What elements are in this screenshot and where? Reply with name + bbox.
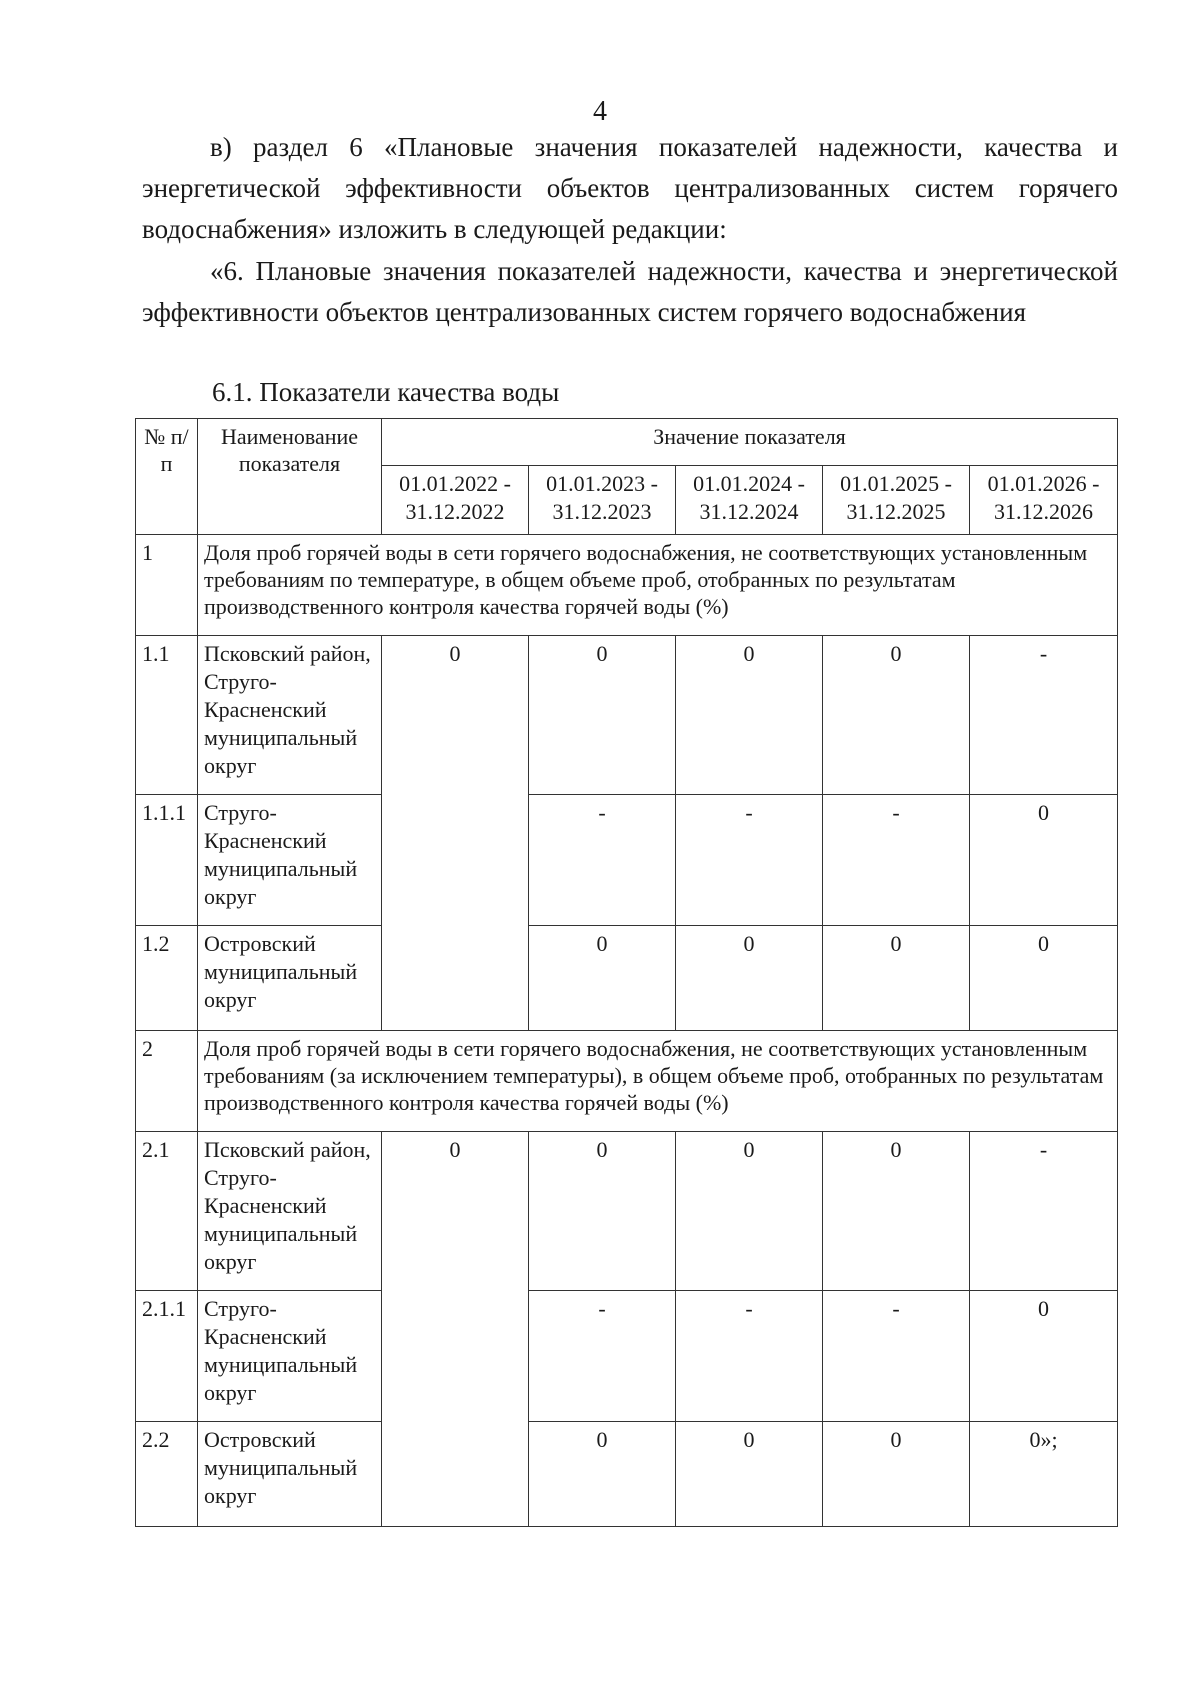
row-name: Островский муниципальный округ bbox=[198, 1422, 382, 1527]
cell-value: 0 bbox=[970, 795, 1118, 926]
section-number: 2 bbox=[136, 1031, 198, 1132]
cell-value: - bbox=[970, 1132, 1118, 1291]
row-name: Псковский район, Струго-Красненский муниципальный округ bbox=[198, 636, 382, 795]
table-row bbox=[136, 795, 1118, 926]
header-period: 01.01.2026 - 31.12.2026 bbox=[970, 466, 1118, 535]
section-number: 1 bbox=[136, 535, 198, 636]
section-description: Доля проб горячей воды в сети горячего водоснабжения, не соответствующих установленным требованиям по температуре, в общем объеме проб, отобранных по результатам производственного контроля качества горячей воды (%) bbox=[198, 535, 1118, 636]
cell-value: 0 bbox=[676, 1422, 823, 1527]
row-number: 2.2 bbox=[136, 1422, 198, 1527]
header-period: 01.01.2022 - 31.12.2022 bbox=[382, 466, 529, 535]
intro-paragraph-1 bbox=[142, 127, 1118, 250]
cell-value: - bbox=[970, 636, 1118, 795]
cell-value: - bbox=[529, 1291, 676, 1422]
cell-value: - bbox=[823, 1291, 970, 1422]
section-subtitle: 6.1. Показатели качества воды bbox=[212, 377, 560, 407]
water-quality-table bbox=[135, 418, 1118, 1527]
table-row bbox=[136, 1132, 1118, 1291]
cell-value: 0 bbox=[529, 636, 676, 795]
cell-value: - bbox=[676, 1291, 823, 1422]
table-row bbox=[136, 926, 1118, 1031]
cell-value: 0 bbox=[676, 926, 823, 1031]
first-period-value: 0 bbox=[382, 636, 529, 1031]
header-period: 01.01.2025 - 31.12.2025 bbox=[823, 466, 970, 535]
cell-value: 0 bbox=[529, 1132, 676, 1291]
cell-value: - bbox=[823, 795, 970, 926]
section-description: Доля проб горячей воды в сети горячего водоснабжения, не соответствующих установленным требованиям (за исключением температуры), в общем объеме проб, отобранных по результатам производственного контроля качества горячей воды (%) bbox=[198, 1031, 1118, 1132]
table-section-row bbox=[136, 1031, 1118, 1132]
table-section-row bbox=[136, 535, 1118, 636]
cell-value: - bbox=[529, 795, 676, 926]
intro-paragraph-1-text: в) раздел 6 «Плановые значения показателей надежности, качества и энергетической эффективности объектов централизованных систем горячего водоснабжения» изложить в следующей редакции: bbox=[142, 132, 1118, 244]
intro-paragraph-2-text: «6. Плановые значения показателей надежности, качества и энергетической эффективности объектов централизованных систем горячего водоснабжения bbox=[142, 256, 1118, 327]
row-number: 1.1.1 bbox=[136, 795, 198, 926]
table-row bbox=[136, 1291, 1118, 1422]
row-name: Струго-Красненский муниципальный округ bbox=[198, 795, 382, 926]
row-name: Струго-Красненский муниципальный округ bbox=[198, 1291, 382, 1422]
row-number: 2.1.1 bbox=[136, 1291, 198, 1422]
row-name: Островский муниципальный округ bbox=[198, 926, 382, 1031]
cell-value: 0 bbox=[970, 1291, 1118, 1422]
cell-value: 0 bbox=[823, 1132, 970, 1291]
cell-value: - bbox=[676, 795, 823, 926]
cell-value: 0 bbox=[823, 1422, 970, 1527]
row-name: Псковский район, Струго-Красненский муниципальный округ bbox=[198, 1132, 382, 1291]
cell-value: 0 bbox=[529, 926, 676, 1031]
header-value-group: Значение показателя bbox=[382, 419, 1118, 466]
header-name: Наименование показателя bbox=[198, 419, 382, 535]
header-period: 01.01.2023 - 31.12.2023 bbox=[529, 466, 676, 535]
cell-value: 0 bbox=[529, 1422, 676, 1527]
cell-value: 0»; bbox=[970, 1422, 1118, 1527]
row-number: 1.1 bbox=[136, 636, 198, 795]
table-header-row bbox=[136, 419, 1118, 466]
header-num: № п/п bbox=[136, 419, 198, 535]
header-period: 01.01.2024 - 31.12.2024 bbox=[676, 466, 823, 535]
intro-paragraph-2 bbox=[142, 251, 1118, 333]
cell-value: 0 bbox=[823, 926, 970, 1031]
cell-value: 0 bbox=[970, 926, 1118, 1031]
row-number: 2.1 bbox=[136, 1132, 198, 1291]
row-number: 1.2 bbox=[136, 926, 198, 1031]
first-period-value: 0 bbox=[382, 1132, 529, 1527]
cell-value: 0 bbox=[676, 1132, 823, 1291]
table-row bbox=[136, 636, 1118, 795]
page-number: 4 bbox=[593, 96, 607, 127]
cell-value: 0 bbox=[676, 636, 823, 795]
table-row bbox=[136, 1422, 1118, 1527]
cell-value: 0 bbox=[823, 636, 970, 795]
